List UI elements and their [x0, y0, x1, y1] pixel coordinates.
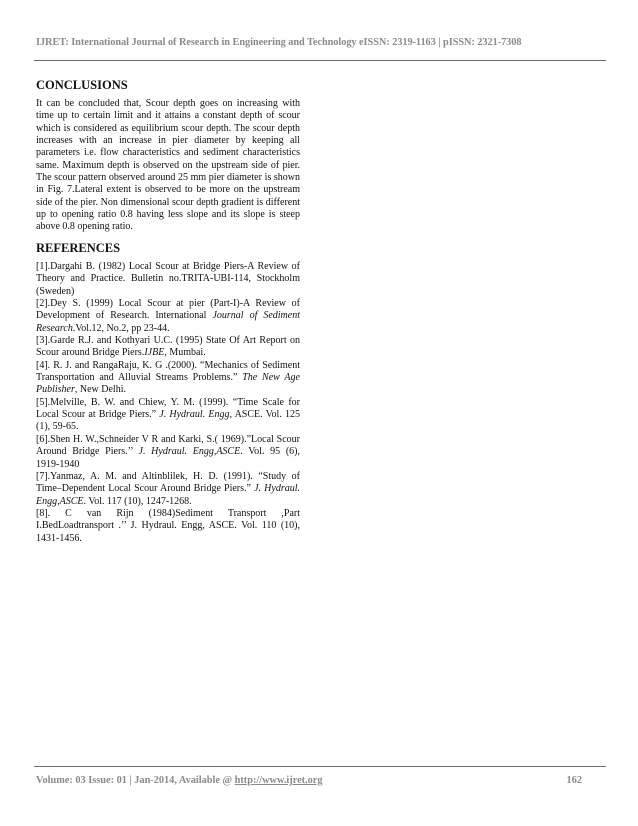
references-list	[36, 261, 300, 545]
reference-item: [6].Shen H. W.,Schneider V R and Karki, S.( 1969).”Local Scour Around Bridge Piers.’’ J. Hydraul. Engg,ASCE. Vol. 95 (6), 1919-1940	[36, 433, 301, 470]
header-rule	[34, 60, 606, 61]
conclusions-section	[36, 78, 300, 234]
reference-item: [3].Garde R.J. and Kothyari U.C. (1995) State Of Art Report on Scour around Bridge Piers.IJBE, Mumbai.	[36, 335, 300, 359]
conclusions-body: It can be concluded that, Scour depth goes on increasing with time up to certain limit and it attains a constant depth of scour which is considered as equilibrium scour depth. The scour depth increases with an increase in pier diameter by keeping all parameters i.e. flow characteristics and sediment characteristics same. Maximum depth is observed on the upstream side of pier. The scour pattern observed around 25 mm pier diameter is shown in Fig. 7.Lateral extent is observed to be more on the upstream side of the pier. Non dimensional scour depth gradient is different up to opening ratio 0.8 having less slope and its slope is steep above 0.8 opening ratio.	[36, 98, 300, 233]
references-section	[36, 241, 300, 545]
reference-item: [4]. R. J. and RangaRaju, K. G .(2000). “Mechanics of Sediment Transportation and Alluvial Streams Problems.” The New Age Publisher, New Delhi.	[36, 359, 300, 396]
reference-item: [2].Dey S. (1999) Local Scour at pier (Part-I)-A Review of Development of Research. International Journal of Sediment Research.Vol.12, No.2, pp 23-44.	[36, 298, 301, 334]
journal-header: IJRET: International Journal of Research in Engineering and Technology eISSN: 2319-1163 | pISSN: 2321-7308	[36, 37, 522, 48]
reference-item: [1].Dargahi B. (1982) Local Scour at Bridge Piers-A Review of Theory and Practice. Bulletin no.TRITA-UBI-114, Stockholm (Sweden)	[36, 261, 300, 297]
references-heading: REFERENCES	[36, 241, 121, 255]
conclusions-heading: CONCLUSIONS	[36, 78, 128, 92]
reference-item: [7].Yanmaz, A. M. and Altinblilek, H. D. (1991). “Study of Time–Dependent Local Scour Around Bridge Piers.” J. Hydraul. Engg,ASCE. Vol. 117 (10), 1247-1268.	[36, 470, 300, 507]
footer-rule	[34, 766, 606, 767]
page-number: 162	[566, 775, 582, 786]
reference-item: [5].Melville, B. W. and Chiew, Y. M. (1999). “Time Scale for Local Scour at Bridge Piers.” J. Hydraul. Engg, ASCE. Vol. 125 (1), 59-65.	[36, 396, 300, 433]
journal-footer	[36, 775, 582, 786]
reference-item: [8]. C van Rijn (1984)Sediment Transport ,Part I.BedLoadtransport .’’ J. Hydraul. Engg, ASCE. Vol. 110 (10), 1431-1456.	[36, 507, 300, 544]
footer-website-link[interactable]: http://www.ijret.org	[234, 775, 323, 786]
footer-volume-info: Volume: 03 Issue: 01 | Jan-2014, Available @	[36, 775, 235, 786]
